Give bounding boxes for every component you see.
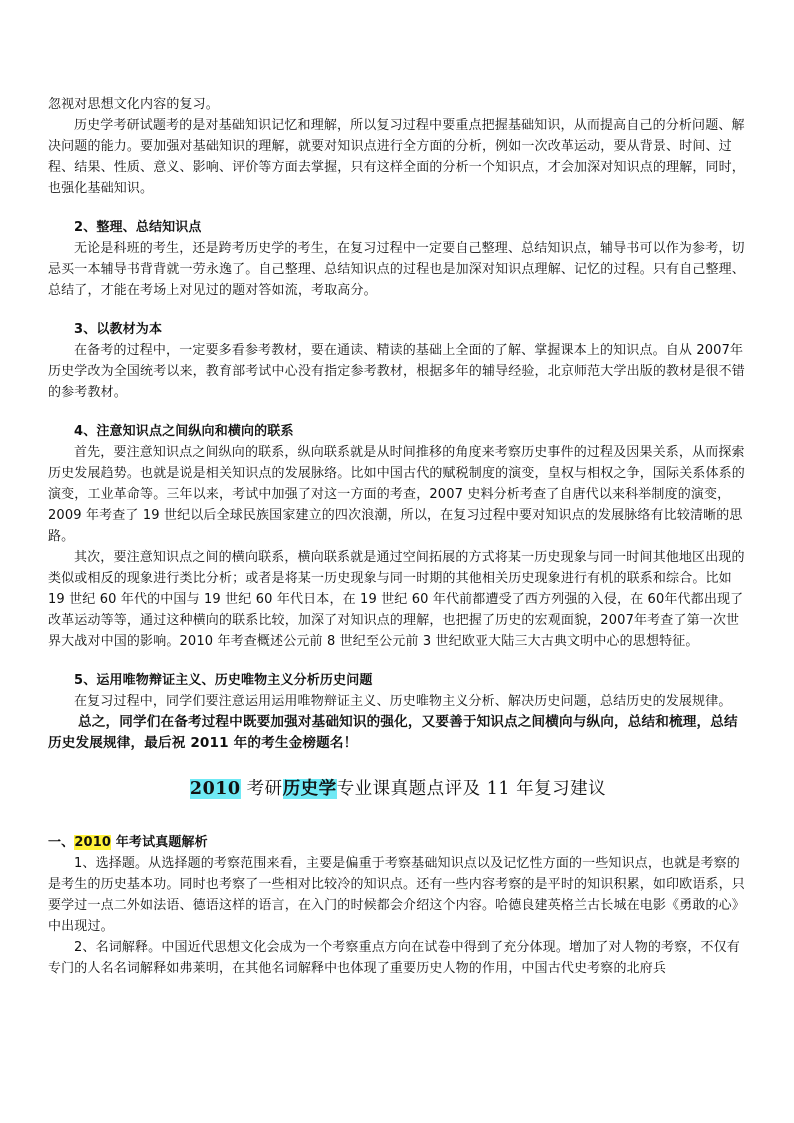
- analysis-title-year: 2010: [74, 835, 112, 850]
- section-5-paragraph: 在复习过程中，同学们要注意运用运用唯物辩证主义、历史唯物主义分析、解决历史问题，总结历史的发展规律。: [74, 694, 732, 709]
- article-title-subject: 历史学: [282, 779, 337, 799]
- section-heading-3: 3、以教材为本: [74, 322, 163, 337]
- section-heading-4: 4、注意知识点之间纵向和横向的联系: [74, 424, 294, 439]
- article-title-part1: 考研: [240, 779, 283, 799]
- analysis-title-prefix: 一、: [48, 835, 75, 850]
- section-2-paragraph: 无论是科班的考生，还是跨考历史学的考生，在复习过程中一定要自己整理、总结知识点，辅导书可以作为参考，切忌买一本辅导书背背就一劳永逸了。自己整理、总结知识点的过程也是加深对知识点理解、记忆的过程。只有自己整理、总结了，才能在考场上对见过的题对答如流，考取高分。: [48, 241, 745, 298]
- section-heading-5: 5、运用唯物辩证主义、历史唯物主义分析历史问题: [74, 673, 373, 688]
- analysis-title-suffix: 年考试真题解析: [111, 835, 208, 850]
- analysis-section-title: [48, 832, 748, 853]
- intro-tail: 忽视对思想文化内容的复习。: [48, 97, 219, 112]
- section-3-paragraph: 在备考的过程中，一定要多看参考教材，要在通读、精读的基础上全面的了解、掌握课本上的知识点。自从 2007年历史学改为全国统考以来，教育部考试中心没有指定参考教材，根据多年的辅导经验，北京师范大学出版的教材是很不错的参考教材。: [48, 343, 745, 400]
- closing-paragraph: 总之，同学们在备考过程中既要加强对基础知识的强化，又要善于知识点之间横向与纵向，总结和梳理，总结历史发展规律，最后祝 2011 年的考生金榜题名！: [48, 714, 738, 751]
- section-4-paragraph-1: 首先，要注意知识点之间纵向的联系，纵向联系就是从时间推移的角度来考察历史事件的过程及因果关系，从而探索历史发展趋势。也就是说是相关知识点的发展脉络。比如中国古代的赋税制度的演变，皇权与相权之争，国际关系体系的演变，工业革命等。三年以来，考试中加强了对这一方面的考查，2007 史料分析考查了自唐代以来科举制度的演变，2009 年考查了 19 世纪以后全球民族国家建立的四次浪潮，所以，在复习过程中要对知识点的发展脉络有比较清晰的思路。: [48, 445, 745, 544]
- document-page: [48, 94, 748, 979]
- article-title-year: 2010: [189, 779, 241, 799]
- article-title-part2: 专业课真题点评及 11 年复习建议: [336, 779, 607, 799]
- analysis-paragraph-2: 2、名词解释。中国近代思想文化会成为一个考察重点方向在试卷中得到了充分体现。增加了对人物的考察，不仅有专门的人名名词解释如弗莱明，在其他名词解释中也体现了重要历史人物的作用，中国古代史考察的北府兵: [48, 940, 740, 976]
- article-title: [48, 776, 748, 802]
- section-4-paragraph-2: 其次，要注意知识点之间的横向联系，横向联系就是通过空间拓展的方式将某一历史现象与同一时间其他地区出现的类似或相反的现象进行类比分析；或者是将某一历史现象与同一时期的其他相关历史现象进行有机的联系和综合。比如 19 世纪 60 年代的中国与 19 世纪 60 年代日本，在 19 世纪 60 年代前都遭受了西方列强的入侵，在 60年代都出现了改革运动等等，通过这种横向的联系比较，加深了对知识点的理解，也把握了历史的宏观面貌，2007年考查了第一次世界大战对中国的影响。2010 年考查概述公元前 8 世纪至公元前 3 世纪欧亚大陆三大古典文明中心的思想特征。: [48, 550, 745, 649]
- paragraph-basic-knowledge: 历史学考研试题考的是对基础知识记忆和理解，所以复习过程中要重点把握基础知识，从而提高自己的分析问题、解决问题的能力。要加强对基础知识的理解，就要对知识点进行全方面的分析，例如一次改革运动，要从背景、时间、过程、结果、性质、意义、影响、评价等方面去掌握，只有这样全面的分析一个知识点，才会加深对知识点的理解，同时，也强化基础知识。: [48, 118, 745, 196]
- section-heading-2: 2、整理、总结知识点: [74, 220, 202, 235]
- analysis-paragraph-1: 1、选择题。从选择题的考察范围来看，主要是偏重于考察基础知识点以及记忆性方面的一些知识点，也就是考察的是考生的历史基本功。同时也考察了一些相对比较冷的知识点。还有一些内容考察的是平时的知识积累，如印欧语系，只要学过一点二外如法语、德语这样的语言，在入门的时候都会介绍这个内容。哈德良建英格兰古长城在电影《勇敢的心》中出现过。: [48, 856, 745, 934]
